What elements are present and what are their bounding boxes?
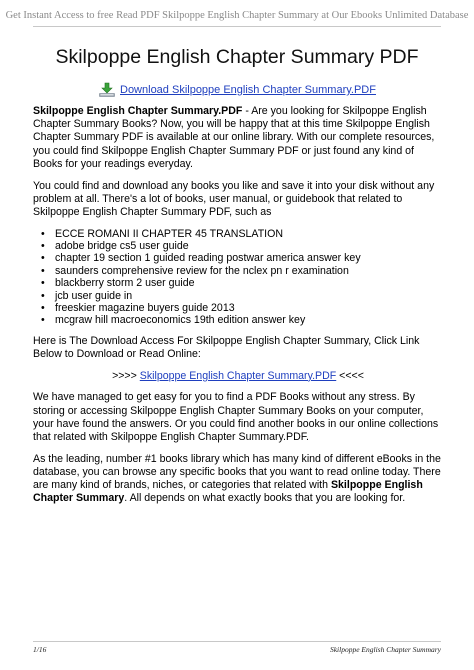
paragraph-3: Here is The Download Access For Skilpoppe English Chapter Summary, Click Link Below to Download or Read Online: <box>33 334 420 361</box>
footer <box>33 645 441 654</box>
paragraph-5-bold: Skilpoppe English Chapter Summary <box>33 479 423 505</box>
paragraph-4: We have managed to get easy for you to find a PDF Books without any stress. By storing or accessing Skilpoppe English Chapter Summary Books on your computer, your have found the answers. Or you could find another books in our online collections that related with Skilpoppe English Chapter Summary.PDF. <box>33 391 439 444</box>
list-item: • chapter 19 section 1 guided reading postwar america answer key <box>49 252 443 264</box>
paragraph-5-tail: . All depends on what exactly books that you are looking for. <box>124 492 406 505</box>
link-suffix: <<<< <box>336 369 364 382</box>
page-title: Skilpoppe English Chapter Summary PDF <box>55 46 419 68</box>
link-prefix: >>>> <box>112 369 140 382</box>
related-books-list <box>33 228 443 327</box>
intro-bold-lead: Skilpoppe English Chapter Summary.PDF <box>33 105 243 117</box>
intro-paragraph <box>33 105 443 171</box>
header-divider <box>33 26 441 27</box>
download-arrow-icon[interactable] <box>98 82 116 98</box>
paragraph-5-text: As the leading, number #1 books library which has many kind of different eBooks in the database, you can browse any specific books that you want to read online today. There are many kind of brands, niches, or categories that related with <box>33 452 441 492</box>
paragraph-5 <box>33 453 443 506</box>
list-item: • mcgraw hill macroeconomics 19th edition answer key <box>49 314 443 326</box>
list-item: • saunders comprehensive review for the nclex pn r examination <box>49 265 443 277</box>
list-item: • blackberry storm 2 user guide <box>49 277 443 289</box>
summary-pdf-link[interactable]: Skilpoppe English Chapter Summary.PDF <box>139 369 337 382</box>
download-link[interactable]: Download Skilpoppe English Chapter Summary.PDF <box>120 84 376 96</box>
footer-divider <box>33 641 441 642</box>
header-banner: Get Instant Access to free Read PDF Skilpoppe English Chapter Summary at Our Ebooks Unlimited Database <box>5 10 469 21</box>
paragraph-2: You could find and download any books you like and save it into your disk without any problem at all. There's a lot of books, user manual, or guidebook that related to Skilpoppe English Chapter Summary PDF, such as <box>33 179 435 218</box>
list-item: • adobe bridge cs5 user guide <box>49 240 443 252</box>
body-content <box>33 105 443 514</box>
page-number: 1/16 <box>33 645 47 654</box>
list-item: • freeskier magazine buyers guide 2013 <box>49 302 443 314</box>
download-row <box>0 82 474 98</box>
center-link-row <box>33 370 443 383</box>
intro-text: - Are you looking for Skilpoppe English Chapter Summary Books? Now, you will be happy that at this time Skilpoppe English Chapter Summary PDF is available at our online library. With our complete resources, you could find Skilpoppe English Chapter Summary PDF or just found any kind of Books for your readings everyday. <box>33 105 435 170</box>
list-item: • ECCE ROMANI II CHAPTER 45 TRANSLATION <box>49 228 443 240</box>
list-item: • jcb user guide in <box>49 290 443 302</box>
footer-doc-title: Skilpoppe English Chapter Summary <box>329 645 441 654</box>
